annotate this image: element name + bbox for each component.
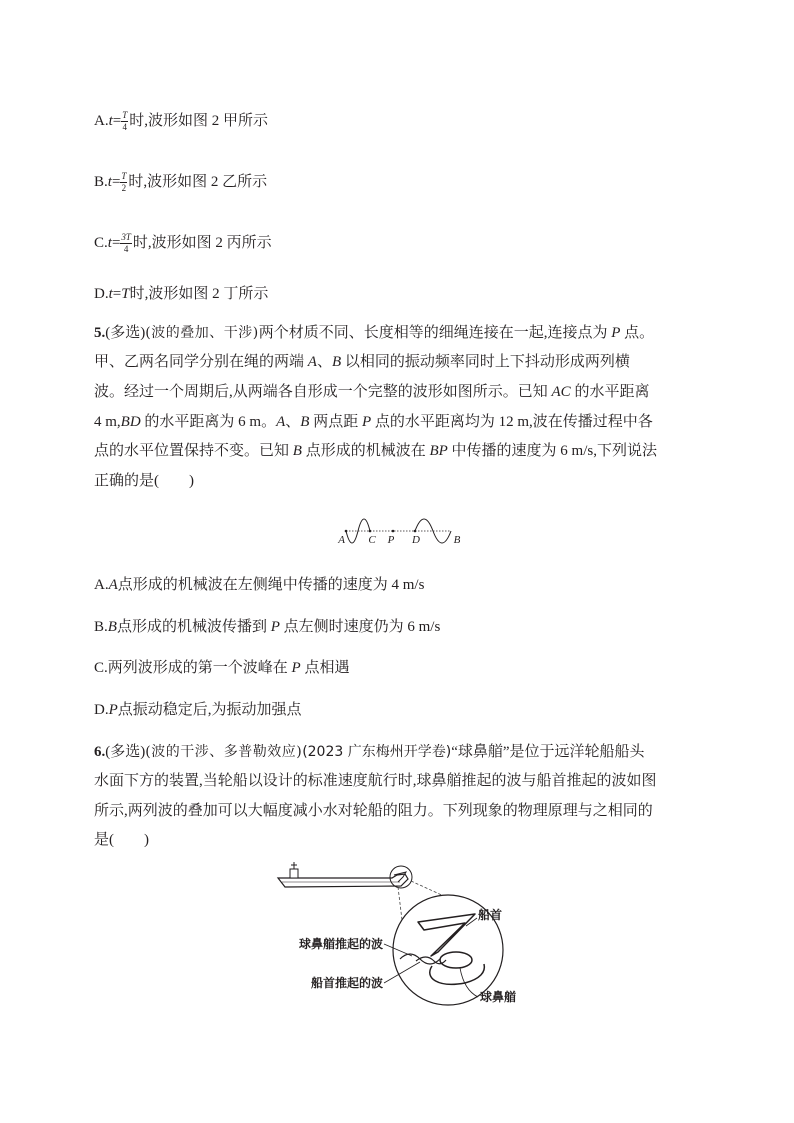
point-a-dot (345, 530, 348, 533)
stem-text: 、 (285, 414, 301, 430)
option-label: A. (94, 577, 109, 593)
equals-sign: = (112, 113, 122, 129)
q6-stem-line-2 (94, 771, 657, 791)
option-text: 点左侧时速度仍为 6 m/s (279, 619, 441, 635)
equals-sign: = (112, 286, 122, 302)
q5-option-d (94, 700, 302, 720)
option-text: 时,波形如图 2 甲所示 (129, 113, 269, 129)
q6-stem-line-4 (94, 830, 149, 850)
option-text: 时,波形如图 2 丁所示 (129, 286, 269, 302)
option-variable: A (108, 577, 118, 593)
option-text: 点形成的机械波传播到 (116, 619, 271, 635)
q5-stem-line-4 (94, 412, 653, 432)
variable-t: t (108, 113, 113, 129)
label-bulb: 球鼻艏 (480, 990, 517, 1004)
q5-stem-line-2 (94, 352, 630, 372)
stem-text: 甲、乙两名同学分别在绳的两端 (94, 354, 308, 370)
fraction-denominator: 2 (121, 183, 127, 194)
stem-text: 点形成的机械波在 (301, 443, 430, 459)
stem-variable: A (276, 414, 286, 430)
question-number: 5. (94, 325, 106, 341)
label-bulb-wave: 球鼻艏推起的波 (298, 937, 383, 951)
option-variable: B (107, 619, 117, 635)
stem-text: 点的水平位置保持不变。已知 (94, 443, 293, 459)
stem-text: 以相同的振动频率同时上下抖动形成两列横 (341, 354, 630, 370)
option-variable: P (270, 619, 280, 635)
stem-text: 水面下方的装置,当轮船以设计的标准速度航行时,球鼻艏推起的波与船首推起的波如图 (94, 773, 657, 789)
q4-option-a (94, 111, 268, 131)
ship-bridge (290, 869, 298, 878)
label-bow-wave: 船首推起的波 (310, 976, 383, 990)
point-p-dot (392, 530, 395, 533)
variable-period: T (121, 286, 130, 302)
label-b: B (453, 534, 461, 546)
fraction-numerator: T (121, 171, 127, 182)
option-text: 时,波形如图 2 乙所示 (128, 174, 268, 190)
q5-stem-line-1 (94, 323, 654, 343)
label-p: P (387, 534, 395, 546)
fraction (120, 172, 127, 193)
stem-variable: P (611, 325, 621, 341)
option-label: B. (94, 174, 108, 190)
stem-text: 两点距 (309, 414, 362, 430)
q5-stem-line-3 (94, 382, 649, 402)
question-type: (多选) (105, 325, 146, 341)
label-bow: 船首 (478, 908, 503, 922)
option-variable: P (291, 660, 301, 676)
option-label: B. (94, 619, 108, 635)
stem-text: 的水平距离为 6 m。 (140, 414, 277, 430)
option-label: C. (94, 235, 108, 251)
option-variable: P (108, 702, 118, 718)
stem-variable: AC (551, 384, 571, 400)
q4-option-c (94, 233, 272, 253)
stem-text: 是( ) (94, 832, 149, 848)
stem-text: 、 (316, 354, 332, 370)
fraction-denominator: 4 (123, 244, 129, 255)
option-text: 点形成的机械波在左侧绳中传播的速度为 4 m/s (117, 577, 425, 593)
label-a: A (338, 534, 345, 546)
q6-stem-line-3 (94, 801, 653, 821)
stem-text: 的水平距离 (570, 384, 650, 400)
stem-text: 点的水平距离均为 12 m,波在传播过程中各 (371, 414, 653, 430)
stem-text: 4 m, (94, 414, 121, 430)
fraction-denominator: 4 (122, 122, 127, 133)
fraction-numerator: T (122, 110, 128, 121)
equals-sign: = (111, 174, 121, 190)
stem-variable: BD (120, 414, 141, 430)
q5-option-a (94, 575, 424, 595)
question-type: (多选) (105, 744, 146, 760)
stem-variable: BP (429, 443, 448, 459)
option-text: 点振动稳定后,为振动加强点 (117, 702, 302, 718)
question-topic: (波的叠加、干涉) (145, 325, 259, 341)
option-label: C. (94, 660, 108, 676)
option-label: D. (94, 702, 109, 718)
question-topic: (波的干涉、多普勒效应) (145, 744, 303, 760)
stem-text: 正确的是( ) (94, 473, 194, 489)
q5-option-b (94, 617, 440, 637)
option-label: D. (94, 286, 109, 302)
q5-option-c (94, 658, 349, 678)
equals-sign: = (111, 235, 121, 251)
q6-ship-figure (270, 860, 530, 1010)
q5-stem-line-5 (94, 441, 657, 461)
question-source: (2023 广东梅州开学卷) (302, 744, 452, 760)
q4-option-d (94, 284, 268, 304)
option-text: 点相遇 (300, 660, 350, 676)
variable-t: t (107, 235, 112, 251)
point-c-dot (369, 530, 372, 533)
stem-text: 波。经过一个周期后,从两端各自形成一个完整的波形如图所示。已知 (94, 384, 552, 400)
variable-t: t (108, 286, 113, 302)
stem-variable: P (361, 414, 372, 430)
stem-variable: B (331, 354, 342, 370)
option-text: 时,波形如图 2 丙所示 (132, 235, 272, 251)
label-d: D (412, 534, 420, 546)
question-number: 6. (94, 744, 106, 760)
stem-text: 中传播的速度为 6 m/s,下列说法 (447, 443, 657, 459)
stem-variable: B (292, 443, 302, 459)
bulbous-bow-shape (440, 952, 472, 968)
magnify-guide-line-left (398, 887, 402, 920)
point-d-dot (414, 530, 417, 533)
stem-text: “球鼻艏”是位于远洋轮船船头 (451, 744, 645, 760)
option-text: 两列波形成的第一个波峰在 (107, 660, 292, 676)
fraction (120, 233, 132, 254)
stem-variable: B (300, 414, 310, 430)
stem-text: 所示,两列波的叠加可以大幅度减小水对轮船的阻力。下列现象的物理原理与之相同的 (94, 803, 653, 819)
label-c: C (368, 534, 376, 546)
fraction (121, 111, 128, 132)
q6-stem-line-1 (94, 742, 645, 762)
stem-variable: A (307, 354, 317, 370)
option-label: A. (94, 113, 109, 129)
stem-text: 点。 (620, 325, 655, 341)
q4-option-b (94, 172, 267, 192)
q5-wave-figure (330, 505, 470, 555)
variable-t: t (107, 174, 112, 190)
q5-stem-line-6 (94, 471, 194, 491)
stem-text: 两个材质不同、长度相等的细绳连接在一起,连接点为 (258, 325, 612, 341)
fraction-numerator: 3T (121, 232, 131, 243)
